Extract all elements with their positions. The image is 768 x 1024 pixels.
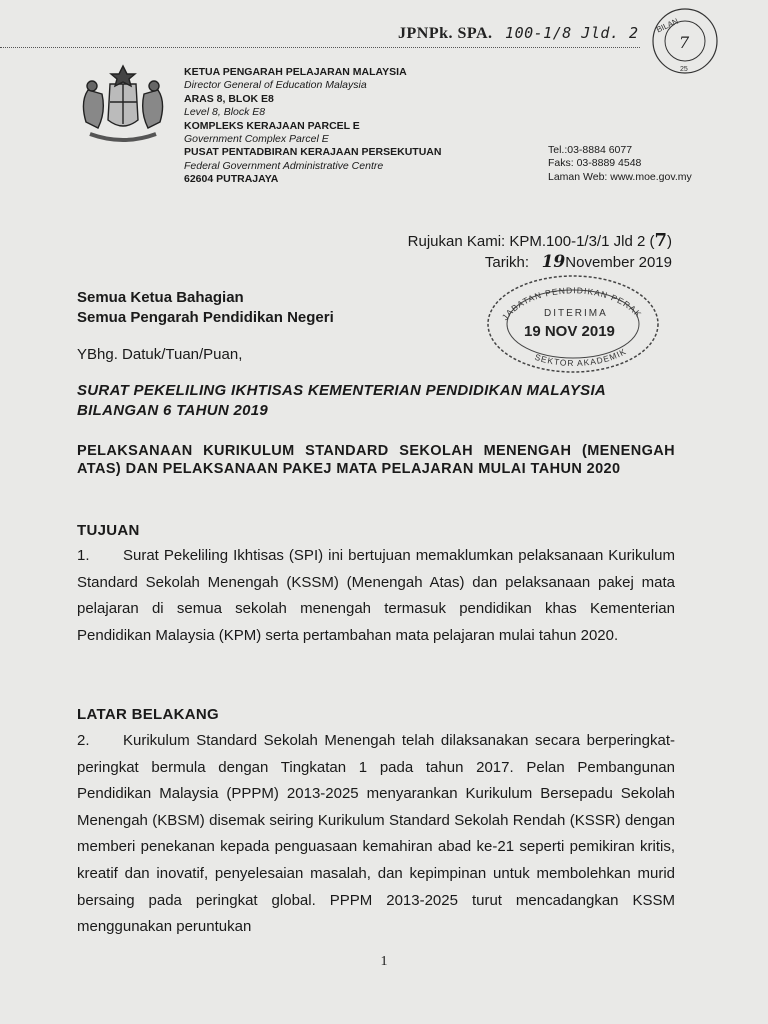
received-stamp [484, 272, 662, 376]
recipient-line: Semua Ketua Bahagian [77, 289, 244, 306]
paragraph-text: Surat Pekeliling Ikhtisas (SPI) ini bertujuan memaklumkan pelaksanaan Kurikulum Standard Sekolah Menengah (KSSM) (Menengah Atas) dan pelaksanaan pakej mata pelajaran di semua sekolah menengah termasuk pendidikan khas Kementerian Pendidikan Malaysia (KPM) serta pertambahan mata pelajaran mulai tahun 2020. [77, 547, 675, 644]
rujukan-label: Rujukan Kami: KPM.100-1/3/1 Jld 2 ( [407, 233, 655, 250]
letterhead [184, 66, 441, 187]
bilangan-number: 7 [679, 33, 690, 52]
fax: Faks: 03-8889 4548 [548, 157, 642, 170]
file-reference-printed: JPNPk. SPA. [398, 25, 493, 42]
header-dotted-rule [0, 47, 640, 48]
paragraph-number: 2. [77, 732, 90, 749]
letterhead-line: Director General of Education Malaysia [184, 79, 367, 92]
salutation: YBhg. Datuk/Tuan/Puan, [77, 346, 243, 363]
stamp-sector: SEKTOR AKADEMIK [533, 346, 629, 369]
recipient-line: Semua Pengarah Pendidikan Negeri [77, 309, 334, 326]
letterhead-line: Federal Government Administrative Centre [184, 159, 384, 172]
paragraph-1 [77, 543, 675, 649]
section-heading-latar-belakang: LATAR BELAKANG [77, 706, 219, 723]
letterhead-line: PUSAT PENTADBIRAN KERAJAAN PERSEKUTUAN [184, 146, 442, 159]
rujukan-close: ) [667, 233, 672, 250]
bilangan-stamp [650, 6, 720, 76]
website: Laman Web: www.moe.gov.my [548, 170, 692, 183]
tarikh-line [408, 252, 672, 273]
file-reference [398, 24, 638, 43]
subject-heading: PELAKSANAAN KURIKULUM STANDARD SEKOLAH MENENGAH (MENENGAH ATAS) DAN PELAKSANAAN PAKEJ MATA PELAJARAN MULAI TAHUN 2020 [77, 443, 675, 477]
page-number: 1 [380, 954, 388, 969]
letterhead-line: Government Complex Parcel E [184, 133, 329, 146]
rujukan-handwritten-number: 7 [654, 230, 667, 251]
stamp-date: 19 NOV 2019 [524, 323, 615, 340]
stamp-department: JABATAN PENDIDIKAN PERAK [499, 285, 645, 323]
paragraph-2 [77, 728, 675, 941]
rujukan-line [408, 230, 672, 252]
paragraph-number: 1. [77, 547, 90, 564]
section-heading-tujuan: TUJUAN [77, 522, 140, 539]
stamp-received-label: DITERIMA [544, 308, 608, 319]
circular-title: SURAT PEKELILING IKHTISAS KEMENTERIAN PENDIDIKAN MALAYSIA BILANGAN 6 TAHUN 2019 [77, 382, 606, 419]
contact-details [548, 144, 692, 184]
letterhead-line: KOMPLEKS KERAJAAN PARCEL E [184, 119, 360, 132]
bilangan-label: BILAN [654, 16, 680, 35]
letterhead-line: Level 8, Block E8 [184, 106, 266, 119]
recipients [77, 288, 334, 328]
reference-block [408, 230, 672, 273]
file-reference-handwritten: 100-1/8 Jld. 2 [505, 24, 639, 42]
letterhead-line: ARAS 8, BLOK E8 [184, 92, 274, 105]
svg-text:SEKTOR AKADEMIK [533, 346, 628, 368]
letterhead-line: 62604 PUTRAJAYA [184, 173, 279, 186]
paragraph-text: Kurikulum Standard Sekolah Menengah telah dilaksanakan secara berperingkat-peringkat bermula dengan Tingkatan 1 pada tahun 2017. Pelan Pembangunan Pendidikan Malaysia (PPPM) 2013-2025 menyarankan Kurikulum Bersepadu Sekolah Menengah (KBSM) disemak seiring Kurikulum Standard Sekolah Rendah (KSSR) dengan memberi penekanan kepada penguasaan kemahiran abad ke-21 seperti pemikiran kritis, kreatif dan inovatif, penyelesaian masalah, dan kepimpinan untuk membolehkan murid bersaing pada peringkat global. PPPM 2013-2025 turut mencadangkan KSSM menggunakan peruntukan [77, 732, 675, 936]
letterhead-line: KETUA PENGARAH PELAJARAN MALAYSIA [184, 66, 407, 78]
tarikh-handwritten-day: 19 [541, 252, 566, 272]
tarikh-month-year: November 2019 [565, 254, 672, 271]
tarikh-label: Tarikh: [484, 254, 530, 271]
malaysia-coat-of-arms-icon [68, 62, 178, 148]
bilangan-sub: 25 [680, 66, 688, 73]
telephone: Tel.:03-8884 6077 [548, 144, 633, 156]
